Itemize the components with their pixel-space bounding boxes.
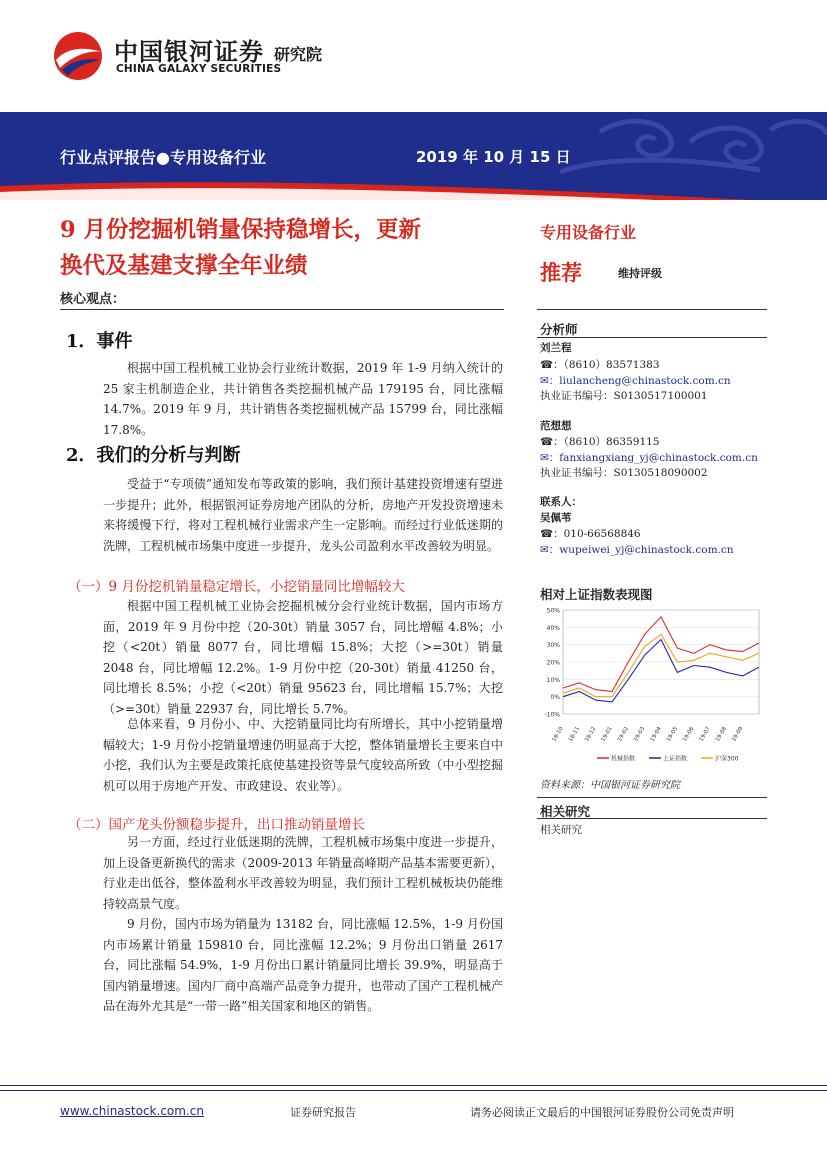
related-research-text: 相关研究 <box>540 824 582 836</box>
section-heading-analysis: 2．我们的分析与判断 <box>66 445 241 466</box>
chart-x-tick-label: 18-10 <box>551 726 565 743</box>
sidebar-industry: 专用设备行业 <box>540 223 637 242</box>
sidebar-divider <box>537 309 767 310</box>
chart-y-tick-label: -10% <box>544 711 560 719</box>
footer-rule-bottom <box>0 1090 827 1091</box>
logo-institute: 研究院 <box>274 45 323 64</box>
related-research-heading: 相关研究 <box>540 804 591 819</box>
sidebar-rating-note: 维持评级 <box>618 267 662 280</box>
subsection-sales-paragraph-2: 总体来看，9 月份小、中、大挖销量同比均有所增长，其中小挖销量增幅较大；1-9 月份小挖销量增速仍明显高于大挖，整体销量增长主要来自中小挖，我们认为主要是政策托底使基建投资等景气度较高所致（中小型挖掘机可以用于房地产开发、市政建设、农业等）。 <box>103 717 503 793</box>
chart-y-tick-label: 0% <box>550 694 560 702</box>
chart-x-tick-label: 19-09 <box>731 726 745 743</box>
section-event-paragraph: 根据中国工程机械工业协会行业统计数据，2019 年 1-9 月纳入统计的 25 家主机制造企业，共计销售各类挖掘机械产品 179195 台，同比涨幅 14.7%。2019 年 9 月，共计销售各类挖掘机械产品 15799 台，同比涨幅 17.8%。 <box>103 361 503 437</box>
relative-performance-chart <box>537 602 767 770</box>
analyst-heading: 分析师 <box>540 322 578 337</box>
chart-y-tick-label: 10% <box>546 676 560 684</box>
chart-x-tick-label: 19-08 <box>714 726 729 743</box>
footer-report-label: 证券研究报告 <box>290 1106 356 1119</box>
section-analysis-paragraph: 受益于“专项债”通知发布等政策的影响，我们预计基建投资增速有望进一步提升；此外，根据银河证券房地产团队的分析，房地产开发投资增速未来将缓慢下行，将对工程机械行业需求产生一定影响。而经过行业低迷期的洗牌，工程机械市场集中度进一步提升，龙头公司盈利水平改善较为明显。 <box>103 477 503 553</box>
chart-x-tick-label: 19-03 <box>633 726 647 743</box>
logo-chinese-name: 中国银河证券 <box>114 38 264 66</box>
galaxy-logo-icon <box>52 30 104 82</box>
subsection-export-paragraph-1: 另一方面，经过行业低迷期的洗牌，工程机械市场集中度进一步提升，加上设备更新换代的需求（2009-2013 年销量高峰期产品基本需要更新），行业走出低谷，整体盈利水平改善较为明显，我们预计工程机械板块仍能维持较高景气度。 <box>103 835 503 911</box>
logo-english-name: CHINA GALAXY SECURITIES <box>116 63 282 75</box>
chart-y-tick-label: 50% <box>546 607 560 615</box>
analyst-1-email[interactable]: ✉：liulancheng@chinastock.com.cn <box>540 375 731 387</box>
chart-x-tick-label: 18-11 <box>567 726 582 743</box>
analyst-1-phone: ☎：（8610）83571383 <box>540 359 660 371</box>
chart-y-tick-label: 30% <box>546 642 560 650</box>
sidebar-rating: 推荐 <box>540 260 582 285</box>
analyst-1-cert: 执业证书编号：S0130517100001 <box>540 390 708 402</box>
chart-x-tick-label: 19-01 <box>600 726 614 743</box>
header-logo <box>52 30 352 82</box>
title-divider <box>60 309 504 310</box>
chart-legend-label: 沪深300 <box>715 755 739 763</box>
report-date: 2019 年 10 月 15 日 <box>416 148 571 166</box>
report-title <box>60 212 510 284</box>
chart-source: 资料来源：中国银河证券研究院 <box>540 780 680 791</box>
footer-rule-top <box>0 1085 827 1086</box>
chart-y-tick-label: 20% <box>546 659 560 667</box>
subsection-sales-paragraph-1: 根据中国工程机械工业协会挖掘机械分会行业统计数据，国内市场方面，2019 年 9 月份中挖（20-30t）销量 3057 台，同比增幅 4.8%；小挖（<20t）销量 8077 台，同比增幅 15.8%；大挖（>=30t）销量 2048 台，同比增幅 12.2%。1-9 月份中挖（20-30t）销量 41250 台，同比增长 8.5%；小挖（<20t）销量 95623 台，同比增幅 15.7%；大挖（>=30t）销量 22937 台，同比增长 5.7%。 <box>103 599 503 716</box>
subsection-export-paragraph-2: 9 月份，国内市场为销量为 13182 台，同比涨幅 12.5%，1-9 月份国内市场累计销量 159810 台，同比涨幅 12.2%；9 月份出口销量 2617 台，同比涨幅 54.9%，1-9 月份出口累计销量同比增长 39.9%，明显高于国内销量增速。国内厂商中高端产品竞争力提升，也带动了国产工程机械产品在海外尤其是“一带一路”相关国家和地区的销售。 <box>103 917 503 1013</box>
analyst-1-name: 刘兰程 <box>540 342 572 354</box>
related-divider <box>537 818 767 819</box>
report-type-label: 行业点评报告●专用设备行业 <box>60 148 266 167</box>
analyst-2-phone: ☎：（8610）86359115 <box>540 436 660 448</box>
footer-website-link[interactable]: www.chinastock.com.cn <box>60 1104 204 1118</box>
chart-divider <box>537 797 767 798</box>
report-title-line2: 换代及基建支撑全年业绩 <box>60 253 308 279</box>
contact-email[interactable]: ✉：wupeiwei_yj@chinastock.com.cn <box>540 544 734 556</box>
contact-heading: 联系人： <box>540 496 582 508</box>
chart-y-tick-label: 40% <box>546 624 560 632</box>
chart-x-tick-label: 19-07 <box>698 726 712 743</box>
chart-legend-label: 上证指数 <box>663 755 688 763</box>
analyst-2-email[interactable]: ✉：fanxiangxiang_yj@chinastock.com.cn <box>540 452 758 464</box>
chart-x-tick-label: 18-12 <box>584 726 598 743</box>
report-title-line1: 9 月份挖掘机销量保持稳增长，更新 <box>60 217 421 243</box>
subsection-heading-export: （二）国产龙头份额稳步提升，出口推动销量增长 <box>68 817 365 833</box>
chart-title: 相对上证指数表现图 <box>540 587 653 602</box>
contact-phone: ☎：010-66568846 <box>540 528 641 540</box>
analyst-2-cert: 执业证书编号：S0130518090002 <box>540 467 708 479</box>
chart-x-tick-label: 19-06 <box>682 726 696 743</box>
chart-x-tick-label: 19-05 <box>665 726 680 743</box>
core-viewpoint-label: 核心观点： <box>60 292 126 307</box>
footer-disclaimer: 请务必阅读正文最后的中国银河证券股份公司免责声明 <box>470 1106 734 1119</box>
chart-legend-label: 机械指数 <box>611 755 636 763</box>
analyst-2-name: 范想想 <box>540 420 572 432</box>
chart-x-tick-label: 19-02 <box>616 726 631 743</box>
contact-name: 吴佩苇 <box>540 512 572 524</box>
section-heading-event: 1．事件 <box>66 331 133 352</box>
subsection-heading-sales: （一）9 月份挖机销量稳定增长，小挖销量同比增幅较大 <box>68 579 405 595</box>
analyst-divider <box>537 337 767 338</box>
chart-x-tick-label: 19-04 <box>649 726 663 743</box>
